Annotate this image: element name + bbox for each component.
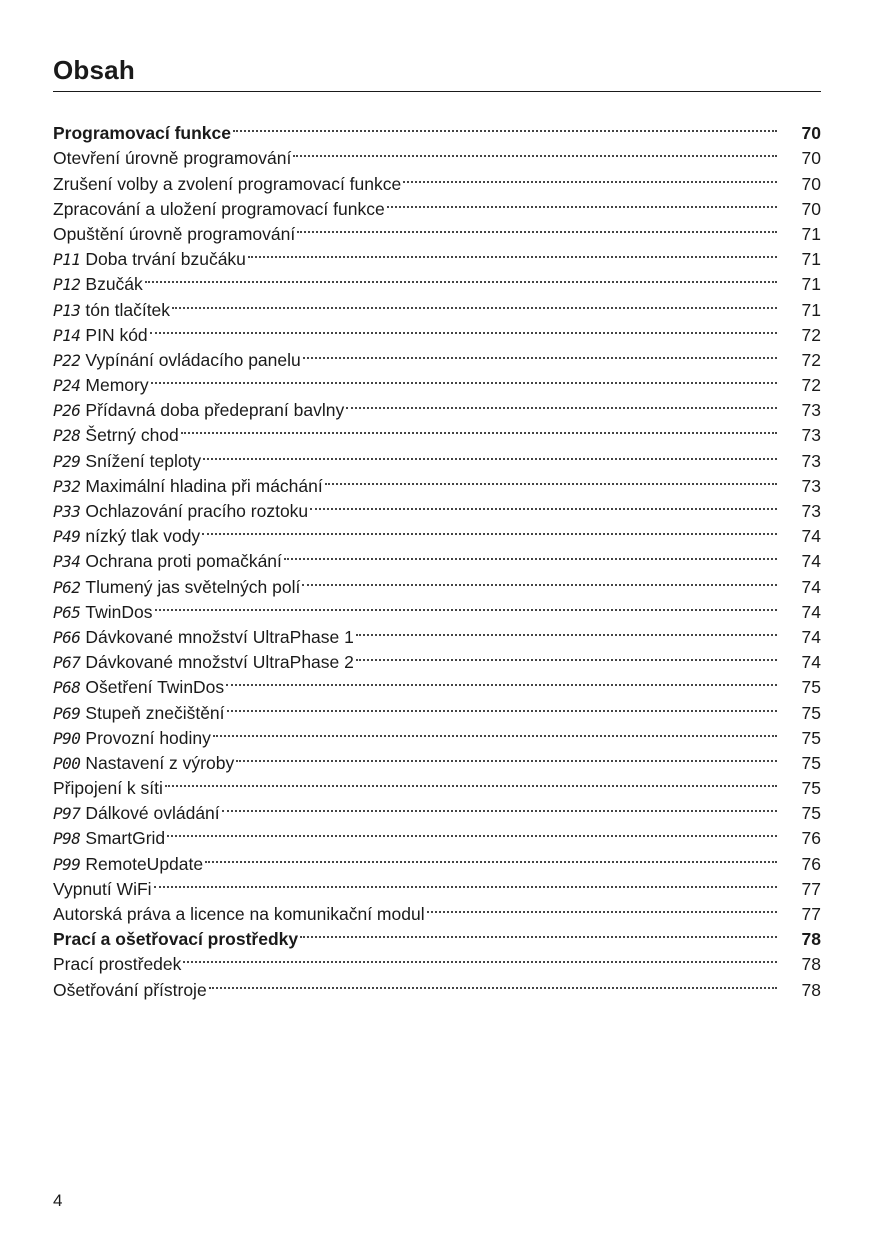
- toc-entry-code: P11: [53, 250, 81, 270]
- toc-dot-leader: [325, 467, 777, 492]
- toc-entry[interactable]: [53, 366, 821, 396]
- toc-entry-page: 74: [801, 551, 821, 572]
- toc-entry-code: P12: [53, 275, 81, 295]
- toc-entry-code: P26: [53, 401, 81, 421]
- toc-entry-title: [53, 373, 149, 398]
- toc-entry[interactable]: [53, 593, 821, 622]
- toc-entry-title: [53, 952, 181, 977]
- toc-entry[interactable]: [53, 895, 821, 924]
- toc-entry-label: Otevření úrovně programování: [53, 148, 292, 169]
- toc-entry-label: Ošetřování přístroje: [53, 979, 207, 1000]
- toc-dot-leader: [155, 593, 777, 618]
- toc-entry-code: P13: [53, 300, 81, 320]
- toc-entry-page: 71: [801, 299, 821, 320]
- toc-dot-leader: [227, 693, 777, 718]
- toc-dot-leader: [209, 970, 777, 995]
- toc-entry-page: 72: [801, 324, 821, 345]
- toc-entry-label: Přídavná doba předepraní bavlny: [85, 400, 345, 421]
- toc-dot-leader: [233, 114, 777, 139]
- toc-entry-title: [53, 877, 152, 902]
- toc-entry-title: [53, 272, 143, 297]
- toc-entry-page: 78: [801, 929, 821, 950]
- toc-dot-leader: [248, 240, 777, 265]
- toc-dot-leader: [387, 190, 777, 215]
- toc-entry-code: P34: [53, 552, 81, 572]
- toc-entry[interactable]: [53, 819, 821, 849]
- toc-dot-leader: [427, 895, 777, 920]
- toc-entry-label: Stupeň znečištění: [85, 702, 225, 723]
- toc-entry-label: Snížení teploty: [85, 450, 202, 471]
- toc-entry-page: 75: [801, 803, 821, 824]
- toc-entry-title: [53, 978, 207, 1003]
- toc-entry-page: 74: [801, 576, 821, 597]
- toc-entry-label: Autorská práva a licence na komunikační modul: [53, 904, 425, 924]
- toc-dot-leader: [151, 366, 777, 391]
- toc-entry-label: Memory: [85, 375, 149, 396]
- toc-entry-code: P22: [53, 350, 81, 370]
- toc-entry-label: Maximální hladina při máchání: [85, 475, 323, 496]
- toc-entry-label: Ochlazování pracího roztoku: [85, 501, 309, 521]
- toc-entry-page: 74: [801, 626, 821, 647]
- toc-entry[interactable]: [53, 265, 821, 295]
- toc-entry-label: Dávkované množství UltraPhase 2: [85, 652, 354, 673]
- toc-entry-title: [53, 474, 323, 499]
- title-divider: [53, 91, 821, 92]
- toc-dot-leader: [203, 441, 777, 466]
- toc-entry-code: P90: [53, 728, 81, 748]
- toc-entry-code: P67: [53, 653, 81, 673]
- toc-entry-label: Tlumený jas světelných polí: [85, 576, 301, 597]
- toc-entry-label: Programovací funkce: [53, 123, 231, 144]
- toc-entry-code: P65: [53, 602, 81, 622]
- toc-dot-leader: [213, 719, 777, 744]
- toc-entry-code: P66: [53, 627, 81, 647]
- toc-entry-page: 75: [801, 702, 821, 723]
- toc-entry-code: P24: [53, 376, 81, 396]
- toc-dot-leader: [300, 920, 777, 945]
- toc-dot-leader: [293, 139, 777, 164]
- toc-entry-label: TwinDos: [85, 601, 153, 622]
- toc-entry-title: [53, 776, 163, 801]
- toc-entry-page: 73: [801, 501, 821, 521]
- toc-entry-label: Prací a ošetřovací prostředky: [53, 929, 299, 950]
- toc-entry-page: 75: [801, 752, 821, 773]
- toc-dot-leader: [181, 416, 777, 441]
- toc-entry-code: P14: [53, 325, 81, 345]
- toc-entry-code: P97: [53, 804, 81, 824]
- toc-entry-page: 73: [801, 400, 821, 421]
- toc-entry-code: P29: [53, 451, 81, 471]
- toc-dot-leader: [403, 164, 777, 189]
- toc-entry-label: Dávkované množství UltraPhase 1: [85, 626, 354, 647]
- toc-entry-title: [53, 701, 225, 726]
- toc-entry-title: [53, 146, 291, 171]
- toc-entry-label: Ochrana proti pomačkání: [85, 551, 282, 572]
- toc-entry-page: 70: [801, 173, 821, 194]
- toc-entry-label: Prací prostředek: [53, 954, 182, 975]
- toc-entry-label: Nastavení z výroby: [85, 752, 235, 773]
- toc-entry[interactable]: [53, 290, 821, 320]
- toc-entry[interactable]: [53, 316, 821, 345]
- toc-dot-leader: [302, 567, 777, 592]
- toc-entry-page: 74: [801, 652, 821, 673]
- toc-dot-leader: [346, 391, 777, 416]
- toc-dot-leader: [284, 542, 777, 567]
- toc-entry-label: Bzučák: [85, 274, 143, 295]
- toc-entry-title: [53, 121, 231, 146]
- toc-entry-label: Dálkové ovládání: [85, 803, 220, 824]
- toc-entry-label: Šetrný chod: [85, 425, 179, 446]
- toc-dot-leader: [205, 844, 777, 869]
- toc-entry-page: 75: [801, 677, 821, 698]
- toc-dot-leader: [222, 794, 777, 819]
- toc-entry-page: 72: [801, 349, 821, 370]
- toc-entry-page: 73: [801, 450, 821, 471]
- toc-entry-code: P28: [53, 426, 81, 446]
- toc-entry-code: P99: [53, 854, 81, 874]
- toc-entry[interactable]: [53, 391, 821, 421]
- toc-entry-title: [53, 524, 200, 549]
- toc-dot-leader: [183, 945, 777, 970]
- toc-entry-title: [53, 549, 282, 574]
- toc-entry-code: P33: [53, 502, 81, 521]
- toc-dot-leader: [226, 668, 777, 693]
- toc-dot-leader: [356, 643, 777, 668]
- toc-entry-page: 75: [801, 727, 821, 748]
- toc-entry-label: Zpracování a uložení programovací funkce: [53, 198, 385, 219]
- toc-entry-code: P00: [53, 753, 81, 773]
- toc-dot-leader: [172, 290, 777, 315]
- toc-entry-page: 73: [801, 475, 821, 496]
- toc-entry-page: 70: [801, 148, 821, 169]
- toc-entry-page: 78: [801, 954, 821, 975]
- toc-entry-page: 74: [801, 526, 821, 547]
- toc-dot-leader: [145, 265, 777, 290]
- toc-entry-code: P68: [53, 678, 81, 698]
- toc-entry-title: [53, 625, 354, 650]
- toc-dot-leader: [297, 215, 777, 240]
- toc-entry-title: [53, 826, 165, 851]
- toc-entry-label: RemoteUpdate: [85, 853, 204, 874]
- toc-entry-page: 72: [801, 375, 821, 396]
- toc-entry-title: [53, 726, 211, 751]
- toc-entry-label: Provozní hodiny: [85, 727, 211, 748]
- toc-entry-page: 75: [801, 778, 821, 799]
- toc-entry-label: Vypínání ovládacího panelu: [85, 349, 301, 370]
- toc-dot-leader: [167, 819, 777, 844]
- toc-dot-leader: [303, 341, 777, 366]
- toc-entry-label: Ošetření TwinDos: [85, 677, 225, 698]
- toc-entry-label: Připojení k síti: [53, 778, 163, 799]
- toc-entry-page: 71: [801, 274, 821, 295]
- toc-entry-title: [53, 423, 179, 448]
- toc-entry-page: 78: [801, 979, 821, 1000]
- toc-dot-leader: [356, 618, 777, 643]
- page-number: 4: [53, 1191, 63, 1210]
- toc-entry-page: 76: [801, 853, 821, 874]
- toc-entry[interactable]: [53, 870, 821, 899]
- toc-entry[interactable]: [53, 844, 821, 874]
- toc-entry-page: 70: [801, 123, 821, 144]
- toc-entry-label: Opuštění úrovně programování: [53, 223, 296, 244]
- toc-entry-code: P49: [53, 527, 81, 547]
- toc-entry-label: Vypnutí WiFi: [53, 878, 152, 899]
- toc-dot-leader: [154, 870, 777, 895]
- toc-entry-title: [53, 172, 401, 197]
- table-of-contents: [53, 114, 821, 1000]
- toc-entry-page: 76: [801, 828, 821, 849]
- toc-entry-code: P98: [53, 829, 81, 849]
- toc-entry-title: [53, 449, 201, 474]
- page-title: Obsah: [53, 55, 135, 85]
- toc-dot-leader: [150, 316, 777, 341]
- toc-entry-title: [53, 323, 148, 348]
- toc-entry[interactable]: [53, 341, 821, 370]
- toc-dot-leader: [236, 744, 777, 769]
- toc-entry[interactable]: [53, 114, 821, 144]
- toc-entry-page: 71: [801, 249, 821, 270]
- toc-entry-label: SmartGrid: [85, 828, 166, 849]
- toc-entry-title: [53, 675, 224, 700]
- toc-entry-code: P69: [53, 703, 81, 723]
- toc-entry-code: P32: [53, 476, 81, 496]
- toc-entry-code: P62: [53, 577, 81, 597]
- toc-entry-page: 74: [801, 601, 821, 622]
- toc-dot-leader: [310, 492, 777, 517]
- toc-entry-page: 71: [801, 223, 821, 244]
- toc-entry-label: Doba trvání bzučáku: [85, 249, 246, 270]
- toc-entry[interactable]: [53, 769, 821, 799]
- toc-entry-page: 70: [801, 198, 821, 219]
- toc-entry-page: 77: [801, 878, 821, 899]
- toc-entry[interactable]: [53, 794, 821, 824]
- toc-entry-label: Zrušení volby a zvolení programovací funkce: [53, 173, 402, 194]
- toc-entry-label: tón tlačítek: [85, 299, 171, 320]
- toc-dot-leader: [165, 769, 777, 794]
- toc-dot-leader: [202, 517, 777, 542]
- toc-entry-label: nízký tlak vody: [85, 526, 201, 547]
- toc-entry-page: 77: [801, 904, 821, 924]
- toc-entry-title: [53, 600, 153, 625]
- toc-entry-page: 73: [801, 425, 821, 446]
- toc-entry-label: PIN kód: [85, 324, 148, 345]
- toc-entry[interactable]: [53, 618, 821, 647]
